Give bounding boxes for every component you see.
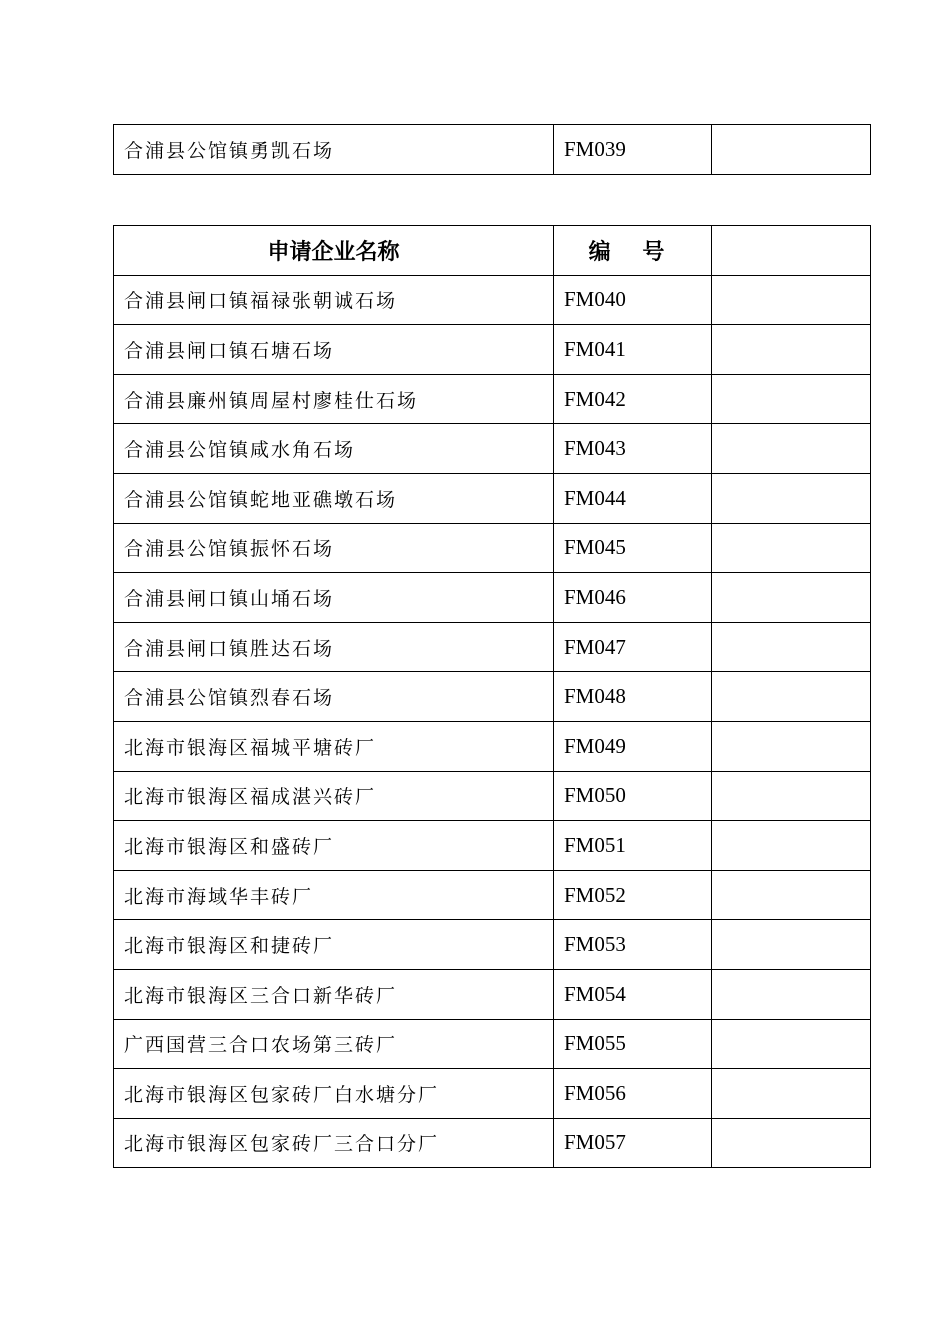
table-row [114,325,871,375]
enterprise-table-body [114,275,871,1168]
enterprise-name-cell: 北海市银海区和捷砖厂 [114,920,554,970]
table-row [114,523,871,573]
code-cell: FM045 [554,523,712,573]
table-header [114,226,871,276]
table-row [114,275,871,325]
top-table [113,124,871,175]
extra-cell [712,1069,871,1119]
extra-cell [712,969,871,1019]
enterprise-table [113,225,871,1168]
enterprise-name-cell: 北海市银海区包家砖厂三合口分厂 [114,1118,554,1168]
code-cell: FM054 [554,969,712,1019]
table-row [114,622,871,672]
extra-cell [712,672,871,722]
extra-cell [712,473,871,523]
code-cell: FM043 [554,424,712,474]
extra-cell [712,1019,871,1069]
enterprise-name-cell: 广西国营三合口农场第三砖厂 [114,1019,554,1069]
extra-cell [712,374,871,424]
extra-cell [712,920,871,970]
enterprise-name-cell: 合浦县闸口镇石塘石场 [114,325,554,375]
extra-cell [712,573,871,623]
enterprise-name-cell: 北海市银海区包家砖厂白水塘分厂 [114,1069,554,1119]
table-row [114,721,871,771]
code-cell: FM044 [554,473,712,523]
enterprise-name-cell: 北海市银海区福成湛兴砖厂 [114,771,554,821]
extra-cell [712,275,871,325]
extra-cell [712,125,871,175]
extra-cell [712,424,871,474]
table-row [114,1069,871,1119]
table-row [114,771,871,821]
table-row [114,424,871,474]
code-cell: FM039 [554,125,712,175]
enterprise-name-cell: 北海市银海区三合口新华砖厂 [114,969,554,1019]
header-row [114,226,871,276]
table-row [114,1118,871,1168]
enterprise-name-cell: 合浦县廉州镇周屋村廖桂仕石场 [114,374,554,424]
extra-cell [712,1118,871,1168]
top-table-body [114,125,871,175]
enterprise-name-cell: 合浦县闸口镇福禄张朝诚石场 [114,275,554,325]
header-enterprise-name: 申请企业名称 [114,226,554,276]
enterprise-name-cell: 合浦县公馆镇振怀石场 [114,523,554,573]
table-row [114,573,871,623]
code-cell: FM040 [554,275,712,325]
table-row [114,374,871,424]
table-row [114,821,871,871]
code-cell: FM049 [554,721,712,771]
table-row [114,672,871,722]
table-row [114,125,871,175]
enterprise-name-cell: 合浦县闸口镇山埇石场 [114,573,554,623]
code-cell: FM057 [554,1118,712,1168]
code-cell: FM052 [554,870,712,920]
table-row [114,920,871,970]
extra-cell [712,721,871,771]
extra-cell [712,523,871,573]
extra-cell [712,771,871,821]
table-row [114,473,871,523]
enterprise-name-cell: 北海市银海区和盛砖厂 [114,821,554,871]
code-cell: FM055 [554,1019,712,1069]
header-extra [712,226,871,276]
extra-cell [712,325,871,375]
extra-cell [712,622,871,672]
code-cell: FM042 [554,374,712,424]
code-cell: FM053 [554,920,712,970]
enterprise-name-cell: 合浦县闸口镇胜达石场 [114,622,554,672]
code-cell: FM050 [554,771,712,821]
table-row [114,870,871,920]
enterprise-name-cell: 合浦县公馆镇烈春石场 [114,672,554,722]
code-cell: FM046 [554,573,712,623]
enterprise-name-cell: 北海市银海区福城平塘砖厂 [114,721,554,771]
table-row [114,1019,871,1069]
code-cell: FM048 [554,672,712,722]
table-row [114,969,871,1019]
enterprise-name-cell: 合浦县公馆镇咸水角石场 [114,424,554,474]
code-cell: FM047 [554,622,712,672]
enterprise-name-cell: 北海市海域华丰砖厂 [114,870,554,920]
code-cell: FM056 [554,1069,712,1119]
code-cell: FM051 [554,821,712,871]
header-code: 编 号 [554,226,712,276]
enterprise-name-cell: 合浦县公馆镇蛇地亚礁墩石场 [114,473,554,523]
extra-cell [712,870,871,920]
code-cell: FM041 [554,325,712,375]
extra-cell [712,821,871,871]
enterprise-name-cell: 合浦县公馆镇勇凯石场 [114,125,554,175]
